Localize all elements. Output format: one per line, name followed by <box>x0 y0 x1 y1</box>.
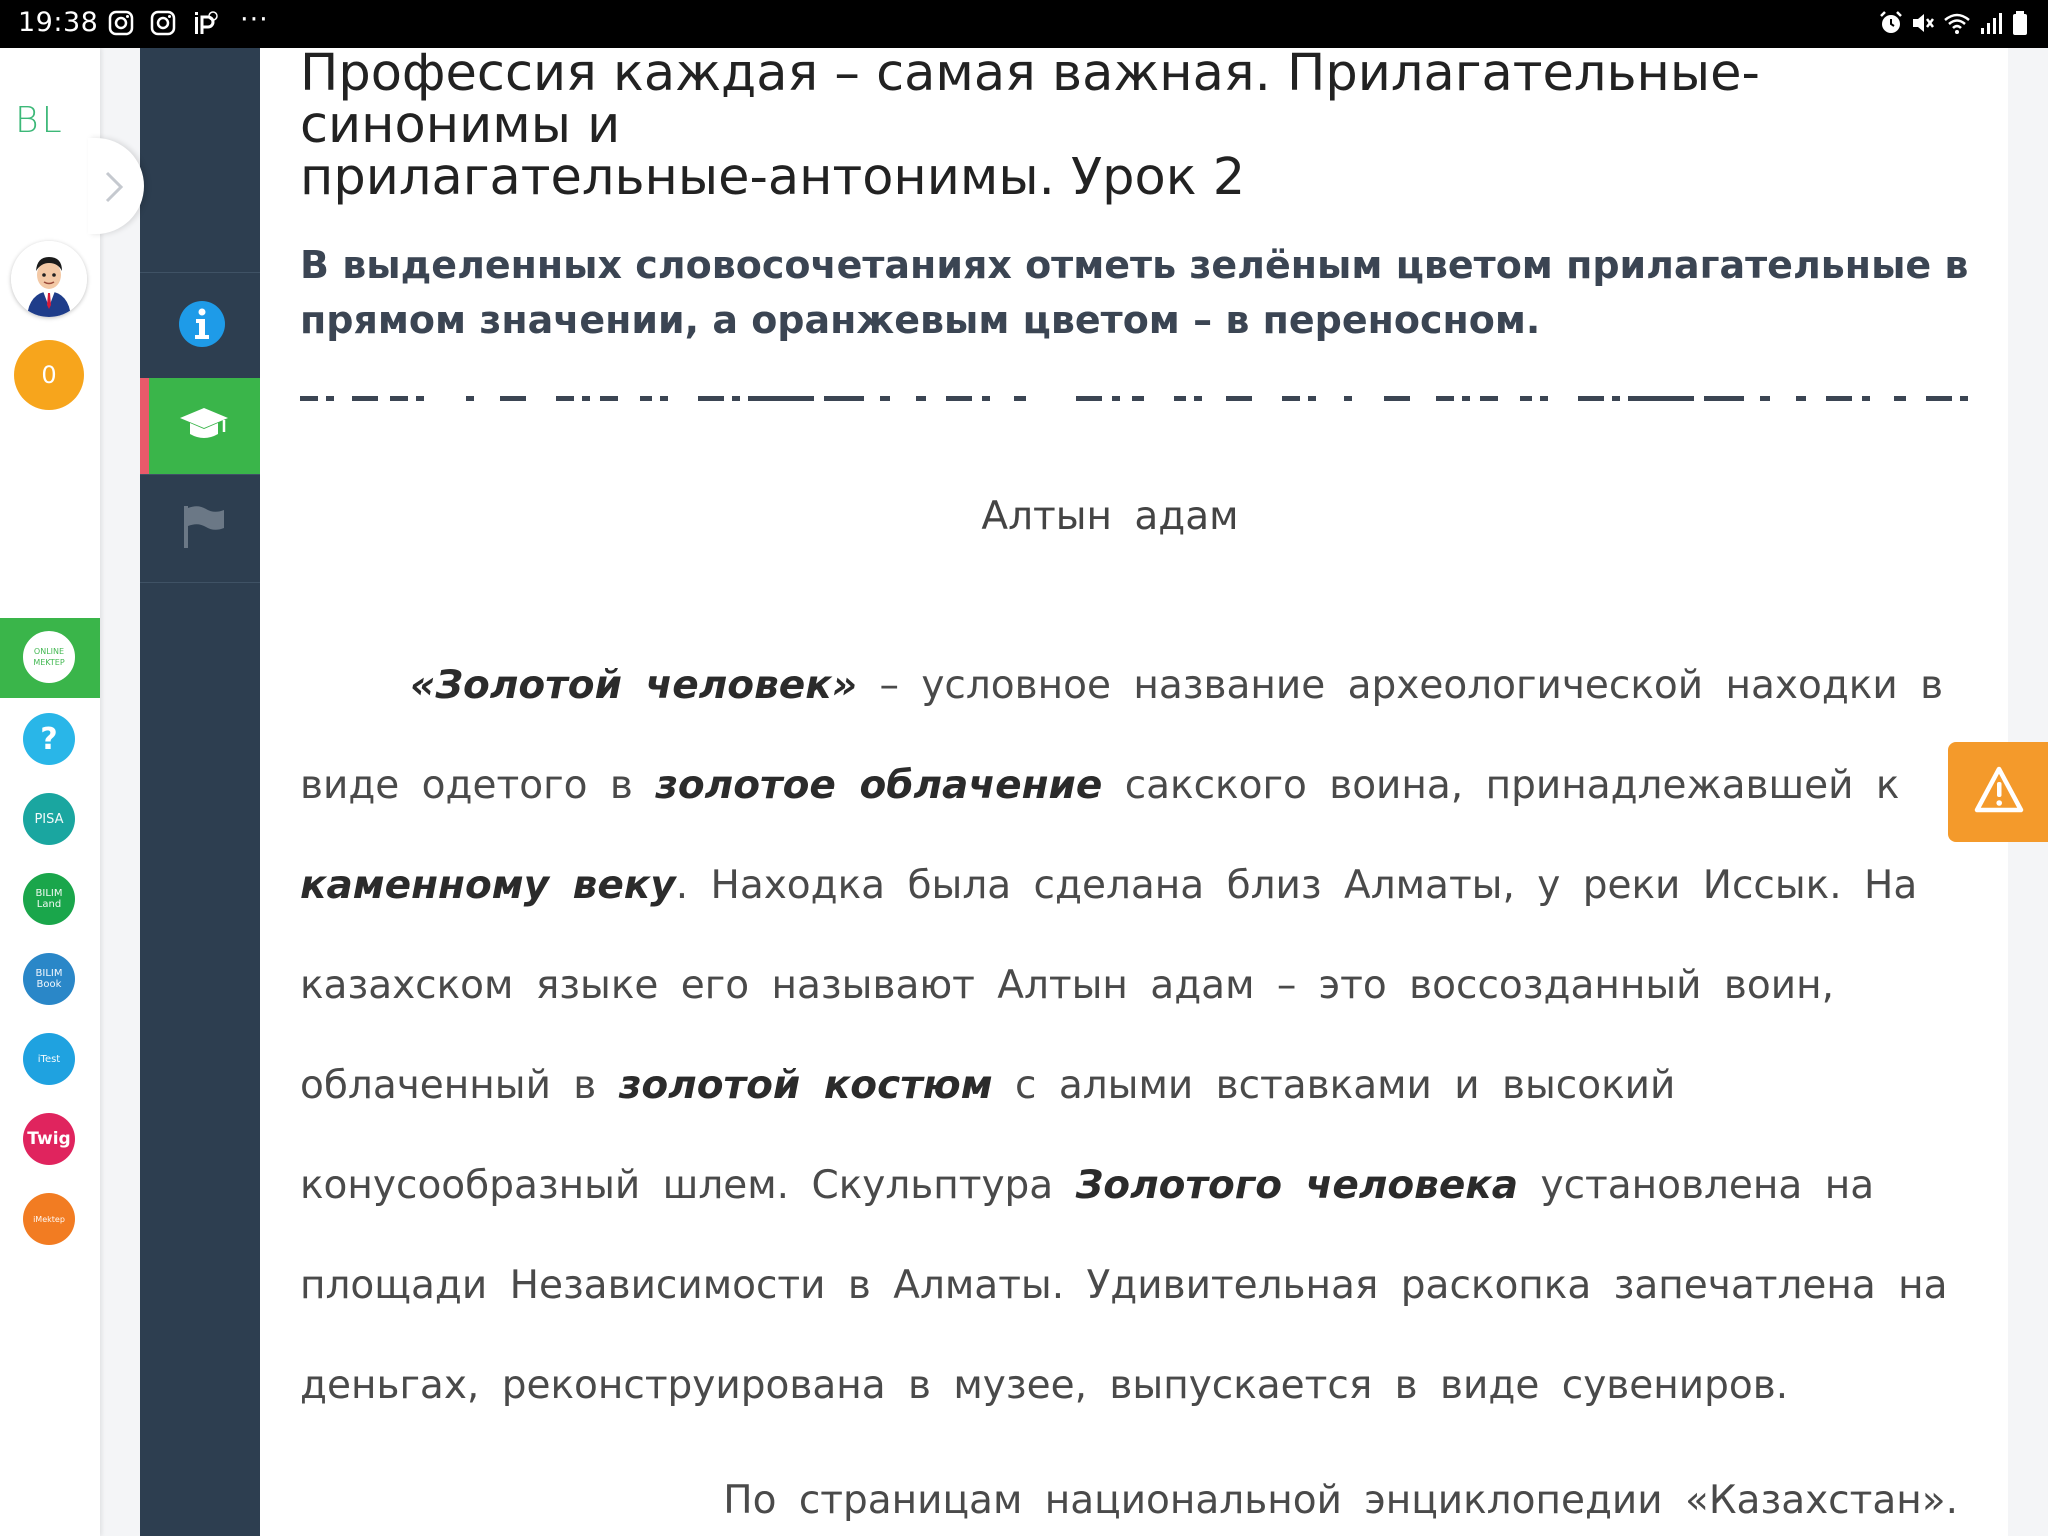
highlighted-phrase[interactable]: золотое облачение <box>655 763 1103 808</box>
paragraph-line: площади Независимости в Алматы. Удивительная раскопка запечатлена на <box>300 1263 1948 1308</box>
user-avatar[interactable] <box>11 241 87 317</box>
paragraph-line <box>300 1156 1874 1216</box>
pisa-label: PISA <box>34 811 64 827</box>
bilimland-logo[interactable]: BL <box>15 100 65 141</box>
graduation-cap-icon <box>178 402 230 450</box>
line-text: . Находка была сделана близ Алматы, у реки Иссык. На <box>675 863 1918 908</box>
lesson-menu <box>140 48 260 1536</box>
line-text: конусообразный шлем. Скульптура <box>300 1163 1076 1208</box>
paragraph-line <box>300 1056 1675 1116</box>
line-text: виде одетого в <box>300 763 656 808</box>
signal-icon <box>1978 10 2004 36</box>
itest-label: iTest <box>37 1053 61 1065</box>
line-text: – условное название археологической находки в <box>857 663 1944 708</box>
battery-icon <box>2010 10 2030 36</box>
highlighted-phrase[interactable]: «Золотой человек» <box>410 663 858 708</box>
status-time: 19:38 <box>18 7 99 38</box>
reading-title: Алтын адам <box>981 494 1239 539</box>
info-icon <box>178 300 226 348</box>
online-mektep-label: ONLINE MEKTEP <box>33 647 65 667</box>
task-line-2: прямом значении, а оранжевым цветом – в переносном. <box>300 298 1541 342</box>
decorative-dashed-divider <box>300 396 1970 404</box>
line-text: сакского воина, принадлежавшей к <box>1102 763 1900 808</box>
status-bar <box>0 0 2048 48</box>
highlighted-phrase[interactable]: каменному веку <box>300 863 676 908</box>
instagram-icon <box>108 10 134 36</box>
itest-app[interactable] <box>23 1033 75 1085</box>
lesson-content <box>260 44 2008 1536</box>
instagram-icon <box>150 10 176 36</box>
flag-icon <box>178 502 226 550</box>
paragraph-line <box>300 756 1899 816</box>
paragraph-line: деньгах, реконструирована в музее, выпускается в виде сувениров. <box>300 1363 1789 1408</box>
pisa-app[interactable] <box>23 793 75 845</box>
menu-info[interactable] <box>140 276 260 372</box>
coins-badge[interactable]: 0 <box>14 340 84 410</box>
line-text: установлена на <box>1518 1163 1875 1208</box>
help-app[interactable] <box>23 713 75 765</box>
alarm-icon <box>1878 10 1904 36</box>
more-notifications-icon: ··· <box>240 4 269 35</box>
imektep-app[interactable] <box>23 1193 75 1245</box>
menu-divider <box>140 582 260 583</box>
highlighted-phrase[interactable]: Золотого человека <box>1075 1163 1519 1208</box>
line-text: с алыми вставками и высокий <box>992 1063 1676 1108</box>
bilim-book-label: BILIM Book <box>35 968 63 990</box>
paragraph-line <box>300 856 1917 916</box>
wifi-icon <box>1944 10 1970 36</box>
menu-divider <box>140 474 260 475</box>
chevron-right-icon <box>102 170 126 204</box>
mute-icon <box>1910 10 1936 36</box>
task-line-1: В выделенных словосочетаниях отметь зелёным цветом прилагательные в <box>300 243 1969 287</box>
avatar-icon <box>11 241 87 317</box>
menu-lesson[interactable] <box>140 378 260 474</box>
source-citation: По страницам национальной энциклопедии «Казахстан». <box>723 1478 1958 1523</box>
paragraph-line: казахском языке его называют Алтын адам – это воссозданный воин, <box>300 963 1834 1008</box>
menu-divider <box>140 272 260 273</box>
help-icon: ? <box>40 721 58 757</box>
expand-sidebar-button[interactable] <box>88 138 144 234</box>
warning-icon <box>1974 766 2024 814</box>
paragraph-line <box>410 656 1943 716</box>
twig-app[interactable] <box>23 1113 75 1165</box>
ip-icon <box>192 10 218 36</box>
active-accent <box>140 378 149 474</box>
highlighted-phrase[interactable]: золотой костюм <box>618 1063 993 1108</box>
line-text: облаченный в <box>300 1063 619 1108</box>
lesson-title <box>300 44 2000 207</box>
lesson-title-line-1: Профессия каждая – самая важная. Прилагательные-синонимы и <box>300 44 1760 155</box>
bilim-land-app[interactable] <box>23 873 75 925</box>
bilim-book-app[interactable] <box>23 953 75 1005</box>
task-instruction <box>300 238 1980 348</box>
imektep-label: iMektep <box>33 1214 65 1224</box>
online-mektep-app[interactable] <box>23 631 75 683</box>
report-error-button[interactable] <box>1948 742 2048 842</box>
lesson-title-line-2: прилагательные-антонимы. Урок 2 <box>300 148 1246 207</box>
bilim-land-label: BILIM Land <box>35 888 63 910</box>
app-rail <box>0 48 100 1536</box>
menu-flag[interactable] <box>140 478 260 574</box>
twig-label: Twig <box>27 1128 71 1149</box>
